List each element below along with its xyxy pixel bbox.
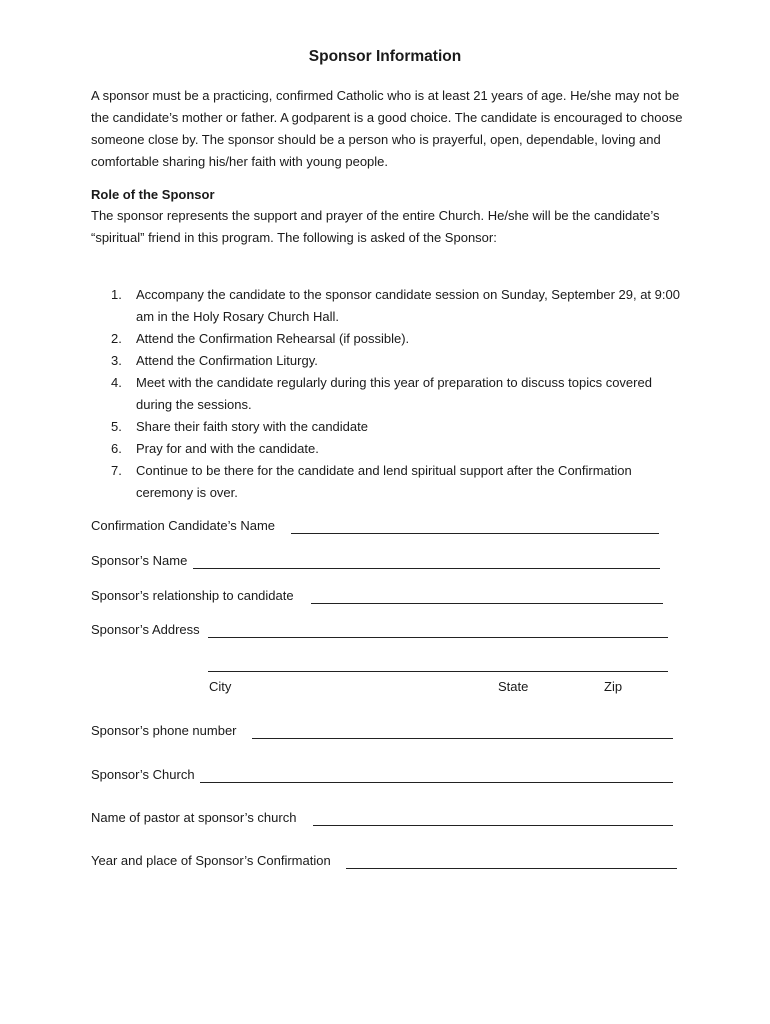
role-heading: Role of the Sponsor [91,187,215,202]
list-item [91,438,691,460]
church-line[interactable] [200,782,673,783]
list-number: 5. [111,419,122,434]
role-text: The sponsor represents the support and prayer of the entire Church. He/she will be the candidate’s “spiritual” friend in this program. The following is asked of the Sponsor: [91,208,660,245]
list-item-text: Share their faith story with the candidate [136,419,368,434]
page-title: Sponsor Information [308,48,462,65]
list-number: 2. [111,331,122,346]
relationship-line[interactable] [311,603,663,604]
list-item [91,416,691,438]
list-item-text: Meet with the candidate regularly during this year of preparation to discuss topics covered during the sessions. [136,375,652,412]
requirements-list [91,284,691,504]
zip-label: Zip [604,679,623,694]
list-item [91,372,691,416]
list-number: 7. [111,463,122,478]
phone-line[interactable] [252,738,673,739]
state-label: State [498,679,529,694]
list-item-text: Accompany the candidate to the sponsor candidate session on Sunday, September 29, at 9:00 am in the Holy Rosary Church Hall. [136,287,680,324]
candidate-name-label: Confirmation Candidate’s Name [91,518,276,533]
list-item-text: Continue to be there for the candidate and lend spiritual support after the Confirmation ceremony is over. [136,463,632,500]
candidate-name-line[interactable] [291,533,659,534]
address-label: Sponsor’s Address [91,622,200,637]
list-item [91,328,691,350]
list-number: 3. [111,353,122,368]
phone-label: Sponsor’s phone number [91,723,237,738]
list-number: 6. [111,441,122,456]
sponsor-name-label: Sponsor’s Name [91,553,188,568]
list-number: 4. [111,375,122,390]
address-line-1[interactable] [208,637,668,638]
confirmation-line[interactable] [346,868,677,869]
list-number: 1. [111,287,122,302]
list-item-text: Attend the Confirmation Liturgy. [136,353,318,368]
relationship-label: Sponsor’s relationship to candidate [91,588,294,603]
list-item [91,460,691,504]
list-item [91,350,691,372]
intro-paragraph [91,85,691,173]
list-item-text: Pray for and with the candidate. [136,441,319,456]
pastor-label: Name of pastor at sponsor’s church [91,810,297,825]
confirmation-label: Year and place of Sponsor’s Confirmation [91,853,331,868]
pastor-line[interactable] [313,825,673,826]
address-line-2[interactable] [208,671,668,672]
intro-text: A sponsor must be a practicing, confirmed Catholic who is at least 21 years of age. He/she may not be the candidate’s mother or father. A godparent is a good choice. The candidate is encouraged to choose someone close by. The sponsor should be a person who is prayerful, open, dependable, loving and comfortable sharing his/her faith with young people. [91,88,683,169]
sponsor-name-line[interactable] [193,568,660,569]
list-item-text: Attend the Confirmation Rehearsal (if possible). [136,331,410,346]
church-label: Sponsor’s Church [91,767,195,782]
city-label: City [209,679,232,694]
list-item [91,284,691,328]
